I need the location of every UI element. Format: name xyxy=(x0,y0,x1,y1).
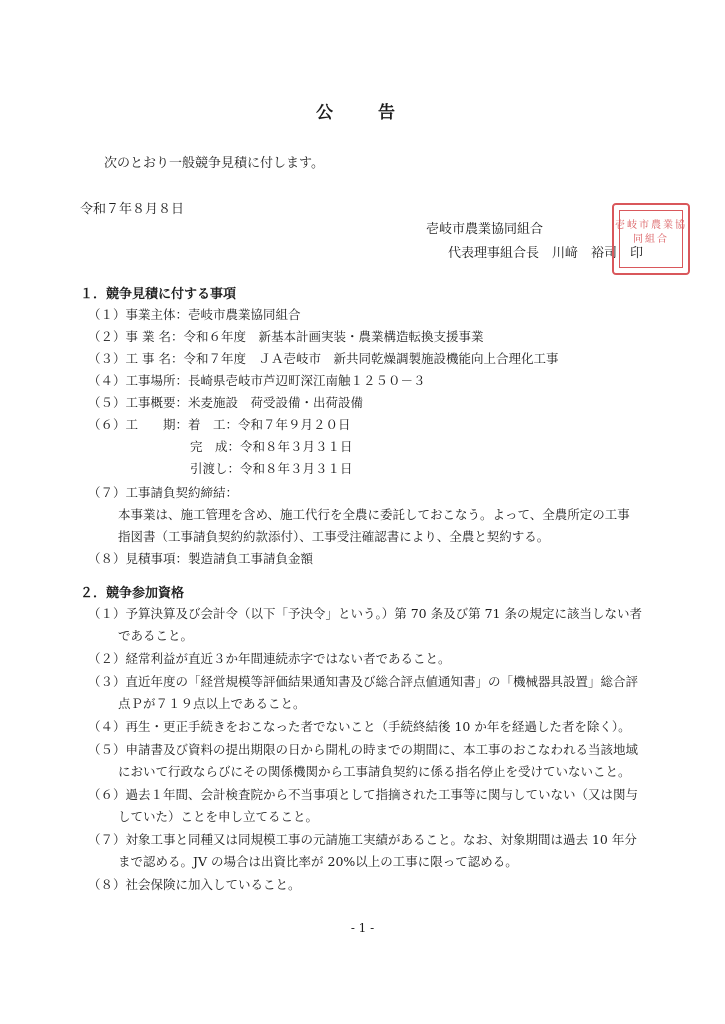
section1-item-5: （５）工事概要：米麦施設 荷受設備・出荷設備 xyxy=(88,395,364,410)
section2-item-4: （４）再生・更正手続きをおこなった者でないこと（手続終結後 10 か年を経過した者を除く）。 xyxy=(88,719,631,734)
contract-line-2: 指図書（工事請負契約約款添付）、工事受注確認書により、全農と契約する。 xyxy=(118,529,550,544)
official-seal-icon xyxy=(612,203,690,275)
section2-item-2: （２）経常利益が直近３か年間連続赤字ではない者であること。 xyxy=(88,651,451,666)
section2-heading: ２．競争参加資格 xyxy=(80,586,185,601)
section2-item-7-cont: まで認める。JV の場合は出資比率が 20%以上の工事に限って認める。 xyxy=(118,854,518,869)
section2-item-8: （８）社会保険に加入していること。 xyxy=(88,877,301,892)
period-delivery: 引渡し：令和８年３月３１日 xyxy=(190,461,353,476)
section2-item-5: （５）申請書及び資料の提出期限の日から開札の時までの期間に、本工事のおこなわれる当該地域 xyxy=(88,742,639,757)
issuer-org: 壱岐市農業協同組合 xyxy=(426,222,544,237)
intro-text: 次のとおり一般競争見積に付します。 xyxy=(104,156,324,171)
section2-item-3-cont: 点Ｐが７１９点以上であること。 xyxy=(118,696,306,711)
section2-item-3: （３）直近年度の「経営規模等評価結果通知書及び総合評点値通知書」の「機械器具設置」総合評 xyxy=(88,674,639,689)
section1-item-3: （３）工 事 名：令和７年度 ＪＡ壱岐市 新共同乾燥調製施設機能向上合理化工事 xyxy=(88,351,559,366)
contract-heading: （７）工事請負契約締結： xyxy=(88,485,239,500)
contract-line-1: 本事業は、施工管理を含め、施工代行を全農に委託しておこなう。よって、全農所定の工事 xyxy=(118,507,630,522)
section2-item-5-cont: において行政ならびにその関係機関から工事請負契約に係る指名停止を受けていないこと。 xyxy=(118,764,631,779)
estimate-item: （８）見積事項：製造請負工事請負金額 xyxy=(88,551,314,566)
section2-item-1-cont: であること。 xyxy=(118,628,194,643)
section1-heading: １．競争見積に付する事項 xyxy=(80,287,237,302)
document-title: 公 告 xyxy=(316,103,409,123)
section2-item-6-cont: していた）ことを申し立てること。 xyxy=(118,809,319,824)
page-number: - 1 - xyxy=(350,921,375,935)
section2-item-1: （１）予算決算及び会計令（以下「予決令」という。）第 70 条及び第 71 条の規定に該当しない者 xyxy=(88,606,642,621)
section1-item-2: （２）事 業 名：令和６年度 新基本計画実装・農業構造転換支援事業 xyxy=(88,329,484,344)
section1-item-1: （１）事業主体：壱岐市農業協同組合 xyxy=(88,307,301,322)
section2-item-6: （６）過去１年間、会計検査院から不当事項として指摘された工事等に関与していない（又は関与 xyxy=(88,787,639,802)
seal-text: 壱岐市農業協同組合 xyxy=(615,220,687,245)
issuer-representative: 代表理事組合長 川﨑 裕司 印 xyxy=(448,246,644,261)
period-complete: 完 成：令和８年３月３１日 xyxy=(190,439,353,454)
section2-item-7: （７）対象工事と同種又は同規模工事の元請施工実績があること。なお、対象期間は過去 10 年分 xyxy=(88,832,637,847)
section1-item-6: （６）工 期：着 工：令和７年９月２０日 xyxy=(88,417,351,432)
issue-date: 令和７年８月８日 xyxy=(80,202,185,217)
section1-item-4: （４）工事場所：長崎県壱岐市芦辺町深江南触１２５０－３ xyxy=(88,373,426,388)
